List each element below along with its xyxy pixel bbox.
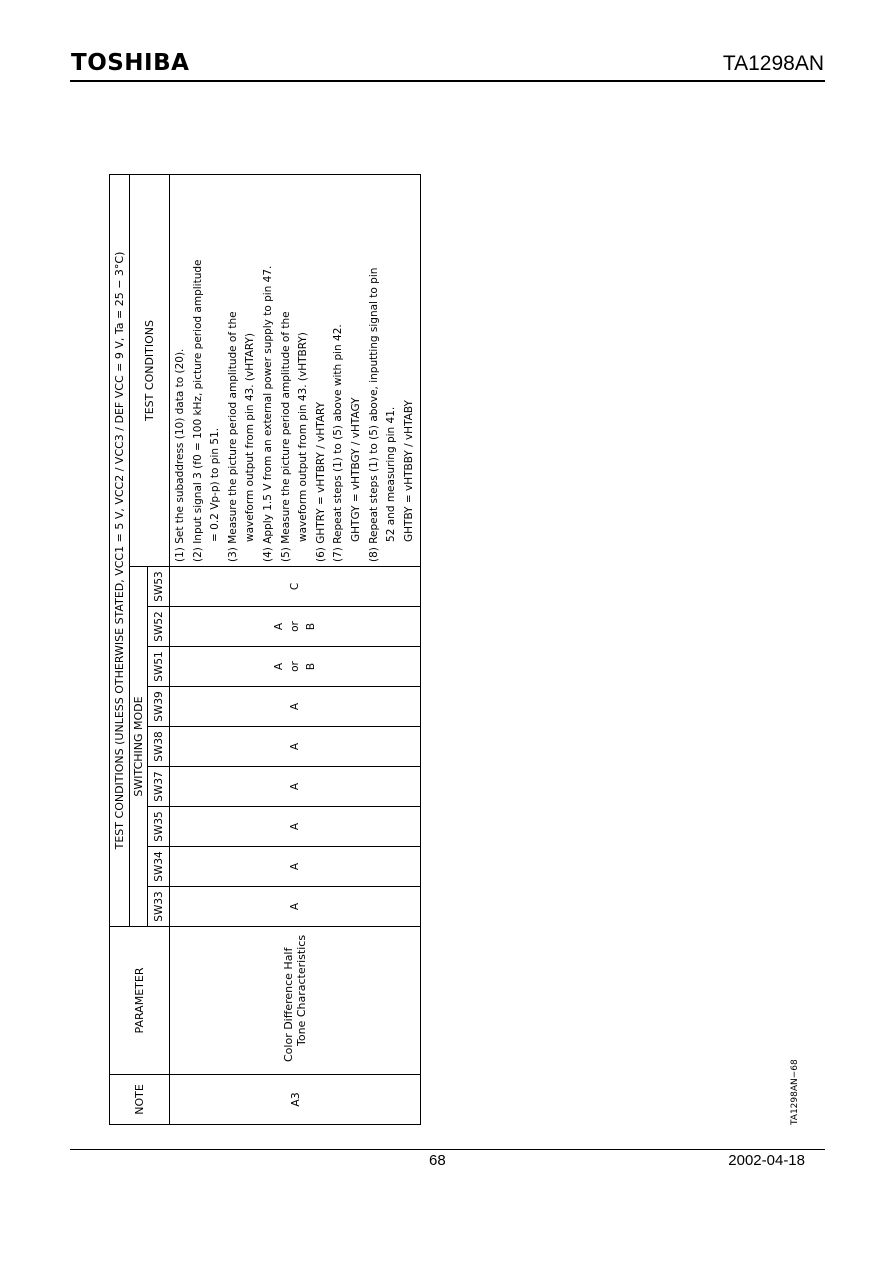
switch-value: A [170, 887, 421, 927]
condition-line: (8) Repeat steps (1) to (5) above, inputting signal to pin [367, 267, 380, 562]
header-rule [70, 80, 825, 82]
condition-line: (5) Measure the picture period amplitude of the [279, 311, 292, 562]
switch-value: A [170, 727, 421, 767]
switch-value: A [170, 847, 421, 887]
parameter-header: PARAMETER [110, 927, 170, 1075]
condition-line: waveform output from pin 43. (vHTARY) [244, 332, 257, 562]
parameter-line-1: Color Difference Half [282, 947, 296, 1062]
switch-header: SW53 [148, 567, 170, 607]
part-number: TA1298AN [722, 52, 824, 75]
condition-line: GHTGY = vHTBGY / vHTAGY [349, 397, 362, 562]
brand-logo: TOSHIBA [71, 50, 190, 76]
side-page-code: TA1298AN−68 [790, 1059, 800, 1125]
condition-line: (4) Apply 1.5 V from an external power supply to pin 47. [261, 265, 274, 562]
condition-line: 52 and measuring pin 41. [385, 406, 398, 562]
condition-line: (3) Measure the picture period amplitude of the [226, 311, 239, 562]
parameter-line-2: Tone Characteristics [295, 934, 309, 1046]
switch-header: SW35 [148, 807, 170, 847]
footer-rule [70, 1149, 825, 1150]
switch-header: SW38 [148, 727, 170, 767]
test-conditions-header: TEST CONDITIONS [130, 174, 170, 566]
switch-value: A [170, 687, 421, 727]
switch-value: C [170, 567, 421, 607]
condition-line: GHTBY = vHTBBY / vHTABY [402, 400, 415, 562]
condition-line: (1) Set the subaddress (10) data to (20). [174, 348, 186, 562]
condition-line: waveform output from pin 43. (vHTBRY) [297, 332, 310, 562]
test-conditions-table [109, 175, 417, 1125]
switch-header: SW33 [148, 887, 170, 927]
note-header: NOTE [110, 1075, 170, 1125]
parameter-cell [170, 927, 421, 1075]
table-caption: TEST CONDITIONS (UNLESS OTHERWISE STATED, VCC1 = 5 V, VCC2 / VCC3 / DEF VCC = 9 V, Ta = 25 − 3°C) [110, 174, 130, 926]
switch-header: SW52 [148, 607, 170, 647]
switch-header: SW37 [148, 767, 170, 807]
condition-line: (6) GHTRY = vHTBRY / vHTARY [314, 401, 327, 562]
switch-value: A or B [170, 647, 421, 687]
switch-header: SW34 [148, 847, 170, 887]
switch-value: A or B [170, 607, 421, 647]
switching-mode-header: SWITCHING MODE [130, 567, 148, 927]
switch-header: SW39 [148, 687, 170, 727]
switch-value: A [170, 767, 421, 807]
condition-line: (2) Input signal 3 (f0 = 100 kHz, picture period amplitude [191, 259, 204, 562]
switch-value: A [170, 807, 421, 847]
note-cell: A3 [170, 1075, 421, 1125]
switch-header: SW51 [148, 647, 170, 687]
condition-line: (7) Repeat steps (1) to (5) above with pin 42. [332, 324, 345, 562]
page-number: 68 [429, 1152, 446, 1169]
document-date: 2002-04-18 [728, 1152, 805, 1169]
conditions-cell [170, 174, 421, 566]
condition-line: = 0.2 Vp-p) to pin 51. [209, 427, 222, 562]
